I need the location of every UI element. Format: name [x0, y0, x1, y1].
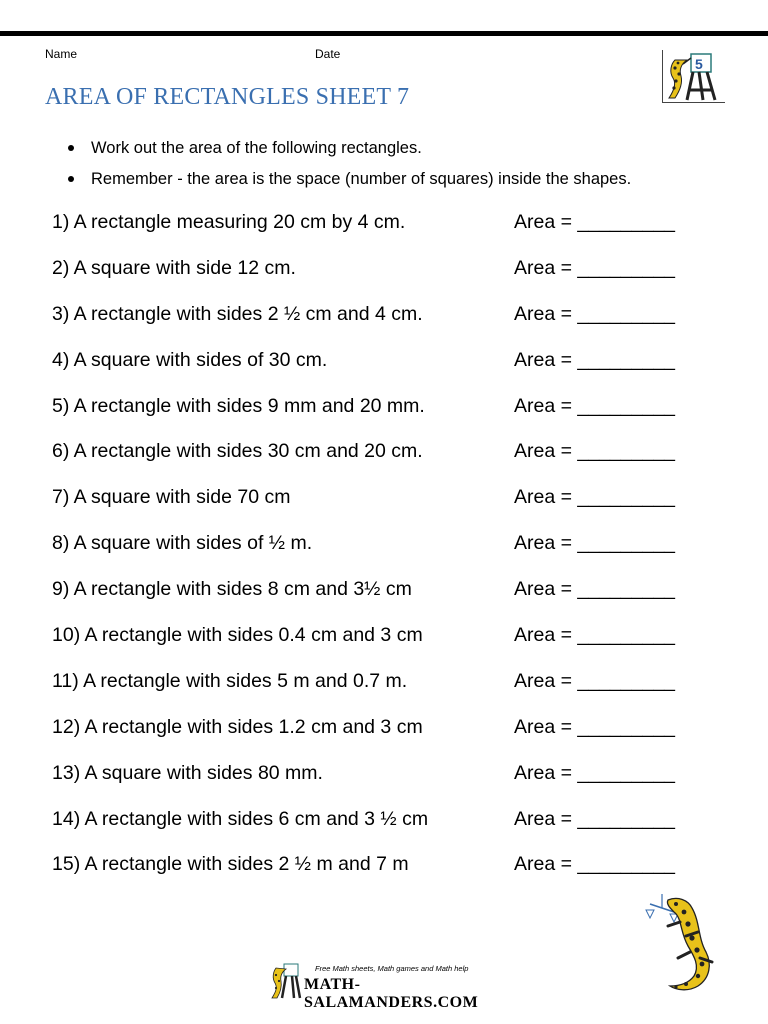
question-row [52, 528, 692, 574]
question-row [52, 391, 692, 437]
footer-tagline: Free Math sheets, Math games and Math help [315, 964, 469, 973]
question-row [52, 436, 692, 482]
question-text: 14) A rectangle with sides 6 cm and 3 ½ cm [52, 807, 429, 830]
question-row [52, 345, 692, 391]
question-row [52, 253, 692, 299]
answer-field[interactable]: Area = _________ [514, 440, 676, 463]
question-text: 6) A rectangle with sides 30 cm and 20 cm. [52, 440, 423, 463]
instruction-text: Work out the area of the following rectangles. [91, 139, 422, 157]
page-title: AREA OF RECTANGLES SHEET 7 [45, 84, 410, 110]
salamander-mascot-icon [640, 892, 730, 997]
date-label: Date [315, 47, 341, 61]
answer-field[interactable]: Area = _________ [514, 669, 676, 692]
answer-field[interactable]: Area = _________ [514, 624, 676, 647]
answer-field[interactable]: Area = _________ [514, 302, 676, 325]
grade-logo [662, 50, 725, 103]
answer-field[interactable]: Area = _________ [514, 348, 676, 371]
answer-field[interactable]: Area = _________ [514, 715, 676, 738]
question-text: 8) A square with sides of ½ m. [52, 532, 313, 555]
answer-field[interactable]: Area = _________ [514, 807, 676, 830]
instruction-item [68, 165, 631, 196]
salamander-teacher-icon [663, 50, 725, 102]
question-row [52, 712, 692, 758]
answer-field[interactable]: Area = _________ [514, 761, 676, 784]
question-row [52, 299, 692, 345]
instruction-text: Remember - the area is the space (number of squares) inside the shapes. [91, 170, 632, 188]
answer-field[interactable]: Area = _________ [514, 486, 676, 509]
question-text: 3) A rectangle with sides 2 ½ cm and 4 cm. [52, 302, 423, 325]
question-row [52, 758, 692, 804]
question-text: 10) A rectangle with sides 0.4 cm and 3 cm [52, 624, 423, 647]
question-row [52, 482, 692, 528]
answer-field[interactable]: Area = _________ [514, 532, 676, 555]
question-text: 2) A square with side 12 cm. [52, 256, 296, 279]
grade-digit: 5 [695, 56, 703, 72]
answer-field[interactable]: Area = _________ [514, 853, 676, 876]
question-text: 4) A square with sides of 30 cm. [52, 348, 328, 371]
bullet-icon [68, 145, 74, 151]
question-row [52, 804, 692, 850]
bullet-icon [68, 176, 74, 182]
question-list [52, 207, 692, 895]
question-text: 1) A rectangle measuring 20 cm by 4 cm. [52, 211, 406, 233]
footer-site-name[interactable]: MATH-SALAMANDERS.COM [304, 976, 479, 1011]
question-text: 7) A square with side 70 cm [52, 486, 291, 509]
answer-field[interactable]: Area = _________ [514, 256, 676, 279]
question-text: 15) A rectangle with sides 2 ½ m and 7 m [52, 853, 409, 876]
question-text: 13) A square with sides 80 mm. [52, 761, 323, 784]
top-rule [0, 31, 768, 36]
footer-salamander-icon [270, 962, 302, 1000]
footer-logo [270, 962, 500, 1011]
question-row [52, 574, 692, 620]
question-row [52, 620, 692, 666]
question-text: 5) A rectangle with sides 9 mm and 20 mm. [52, 394, 425, 417]
question-row [52, 207, 692, 253]
question-text: 11) A rectangle with sides 5 m and 0.7 m. [52, 669, 408, 692]
answer-field[interactable]: Area = _________ [514, 211, 676, 233]
instruction-item [68, 134, 631, 165]
question-text: 12) A rectangle with sides 1.2 cm and 3 cm [52, 715, 423, 738]
question-row [52, 849, 692, 895]
question-text: 9) A rectangle with sides 8 cm and 3½ cm [52, 578, 412, 601]
name-label: Name [45, 47, 78, 61]
answer-field[interactable]: Area = _________ [514, 578, 676, 601]
question-row [52, 666, 692, 712]
answer-field[interactable]: Area = _________ [514, 394, 676, 417]
instructions-list [68, 134, 631, 196]
